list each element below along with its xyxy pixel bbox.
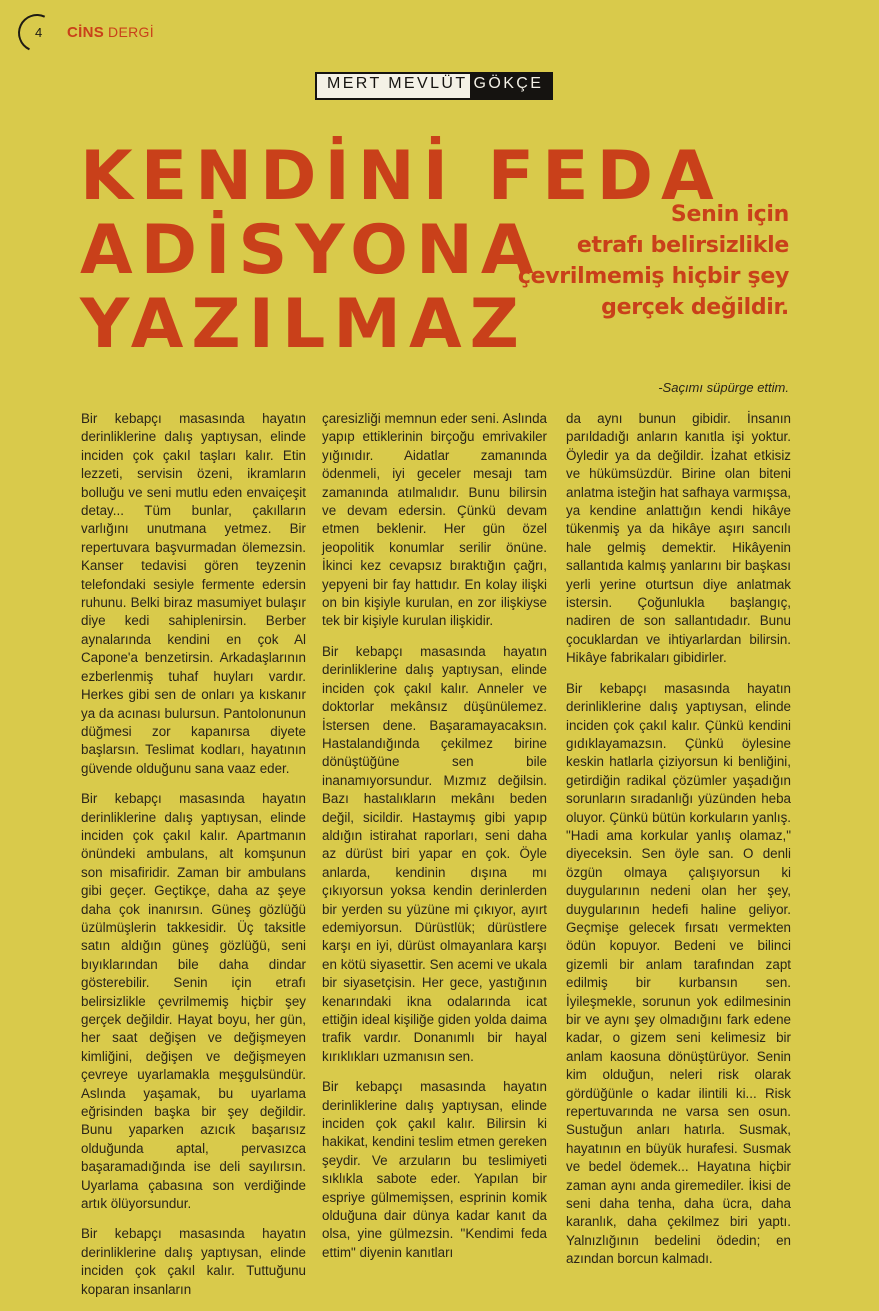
magazine-brand: CİNS bbox=[67, 24, 105, 41]
pull-quote bbox=[489, 199, 789, 323]
magazine-word: DERGİ bbox=[108, 24, 154, 40]
paragraph: Bir kebapçı masasında hayatın derinliklerine dalış yaptıysan, elinde inciden çok çakıl kalır. Çünkü kendini gıdıklayamazsın. Çünkü öylesine keskin hatlarla çiziyorsun ki benliğini, getirdiğin radikal çözümler yaşadığın sorunların sıradanlığı yüzünden heba oluyor. Çünkü bütün korkuların yanlış. "Hadi ama korkular yanlış olamaz," diyeceksin. Sen öyle san. O denli özgün olmaya çalışıyorsun ki duygularının nedeni olan her şey, duygularının hedefi haline geliyor. Geçmişe gelecek fırsatı vermekten ödün kopuyor. Bedeni ve bilinci gizemli bir anlam tarafından zapt edilmiş bir kurbansın sen. İyileşmekle, sorunun yok edilmesinin bir ve aynı şey olmadığını fark edene kadar, o gizem seni kelimesiz bir anlam kaosuna dönüştürüyor. Senin kim olduğun, neleri risk olarak gördüğünle o kadar ilintili ki... Risk repertuvarında ne varsa sen osun. Sustuğun anları hatırla. Susmak, hayatının en büyük hurafesi. Susmak ve bedel ödemek... Hayatına hiçbir zaman aynı anda giremediler. İkisi de seni daha tenha, daha ücra, daha karanlık, daha çekilmez biri yaptı. Yalnızlığının bedelini ödedin; en azından borcun kalmadı. bbox=[566, 680, 791, 1267]
pull-quote-line-4: gerçek değildir. bbox=[601, 295, 789, 320]
body-column-3 bbox=[566, 410, 791, 1281]
paragraph: Bir kebapçı masasında hayatın derinliklerine dalış yaptıysan, elinde inciden çok çakıl taşları kalır. Etin lezzeti, servisin özeni, ikramların bolluğu ve seni mutlu eden envaiçeşit detay... Tüm bunlar, çakılların varlığını unutmana yetmez. Bir repertuvara başvurmadan ölemezsin. Kanser tedavisi gören teyzenin telefondaki sesiyle fermente edersin ruhunu. Belki biraz masumiyet bulaşır diye kedi sahiplenirsin. Berber aynalarında kendini en çok Al Capone'a benzetirsin. Arkadaşlarının ezberlenmiş tuhaf huyları vardır. Herkes gibi sen de onları ya kıskanır ya da acınası bulursun. Pantolonunun düğmesi zor kapanırsa diyete başlarsın. Teslimat kodları, hayatının güvende olduğunu sana vaaz eder. bbox=[81, 411, 306, 776]
paragraph: Bir kebapçı masasında hayatın derinliklerine dalış yaptıysan, elinde inciden çok çakıl kalır. Bilirsin ki hakikat, kendini teslim etmen gereken şeydir. Ve arzuların bu teslimiyeti sıklıkla sabote eder. Yapılan bir espriye gülmemişsen, esprinin komik olduğuna dair dünya kadar kanıt da olsa, yine gülmezsin. "Kendimi feda ettim" diyenin kanıtları bbox=[322, 1079, 547, 1260]
magazine-logo bbox=[67, 24, 154, 41]
body-column-2 bbox=[322, 410, 547, 1274]
author-last-name: GÖKÇE bbox=[470, 74, 552, 98]
paragraph: Bir kebapçı masasında hayatın derinliklerine dalış yaptıysan, elinde inciden çok çakıl kalır. Anneler ve doktorlar mekânsız düşünülemez. İstersen dene. Başaramayacaksın. Hastalandığında çekilmez birine dönüştüğüne sen bile inanamıyorsundur. Mızmız değilsin. Bazı hastalıkların mekânı beden değil, sicildir. Hastaymış gibi yapıp aldığın istirahat raporları, seni daha az dürüst biri yapar en çok. Öyle anlarda, kendinin dışına mı çıkıyorsun yoksa kendin derinlerden bir yerden su yüzüne mi çıkıyor, ayırt edemiyorsun. Dürüstlük; dürüstlere karşı en iyi, dürüst olmayanlara karşı en kötü siyasettir. Sen acemi ve ukala bir siyasetçisin. Her gece, yastığının kenarındaki ikna odalarında icat ettiğin ideal kişiliğe giden yolda daima trafik vardır. Donanımlı bir hayal kırıklıkları uzmanısın sen. bbox=[322, 643, 547, 1064]
page-number: 4 bbox=[35, 25, 43, 40]
page-header bbox=[18, 14, 218, 54]
epigraph: -Saçımı süpürge ettim. bbox=[658, 380, 789, 395]
title-line-1: KENDİNİ FEDA bbox=[80, 137, 722, 216]
body-column-1 bbox=[81, 410, 306, 1311]
author-first-name: MERT MEVLÜT bbox=[317, 74, 470, 98]
author-byline bbox=[315, 72, 553, 100]
paragraph: Bir kebapçı masasında hayatın derinliklerine dalış yaptıysan, elinde inciden çok çakıl kalır. Apartmanın önündeki ambulans, alt komşunun son misafiridir. Zaman bir ambulans gibi geçer. Geçtikçe, daha az şeye daha çok inanırsın. Güneş gözlüğü üzülmüşlerin takkesidir. Üç taksitle satın aldığın güneş gözlüğü, seni bıyıklarından bile daha dindar gösterebilir. Senin için etrafı belirsizlikle çevrilmemiş hiçbir şey gerçek değildir. Hayat boyu, her gün, her saat değişen ve değişmeyen kimliğini, değişen ve değişmeyen çevreye uyarlamakla meşgulsündür. Aslında yaşamak, bu uyarlama eğrisinden başka bir şey değildir. Bunu yaparken azıcık başarısız olduğunda aptal, pervasızca başaramadığında ise deli sayılırsın. Uyarlama çabasına son verdiğinde artık ölüyorsundur. bbox=[81, 791, 306, 1212]
title-line-2: ADİSYONA bbox=[80, 211, 542, 290]
title-line-3: YAZILMAZ bbox=[80, 285, 527, 364]
pull-quote-line-1: Senin için bbox=[670, 202, 789, 227]
pull-quote-line-3: çevrilmemiş hiçbir şey bbox=[517, 264, 789, 289]
paragraph: da aynı bunun gibidir. İnsanın parıldadığı anların kanıtla işi yoktur. Öyledir ya da değildir. İzahat etkisiz ve hükümsüzdür. Birine olan biteni anlatma isteğin hat safhaya varmışsa, ya kendine anlattığın kendi hikâye tükenmiş ya da hikâye aşırı sancılı hale gelmiş demektir. Hikâyenin sallantıda kalmış yanlarını bir başkası yerli yerine oturtsun diye anlatmak istersin. Çoğunlukla başlangıç, nadiren de son sallantıdadır. Bunu çocuklardan ve ihtiyarlardan bilirsin. Hikâye fabrikaları gibidirler. bbox=[566, 411, 791, 666]
paragraph: çaresizliği memnun eder seni. Aslında yapıp ettiklerinin birçoğu emrivakiler yığınıdır. Aidatlar zamanında ödenmeli, iyi geceler mesajı tam zamanında atılmalıdır. Bunu bilirsin ve devam edersin. Çünkü devam etmen beklenir. Her gün özel jeopolitik konumlar serilir önüne. İkinci kez cevapsız bıraktığın çağrı, yepyeni bir fay hattıdır. En kolay ilişki on bin kişiyle kurulan, en zor ilişkiyse tek bir kişiyle kurulan ilişkidir. bbox=[322, 411, 547, 629]
paragraph: Bir kebapçı masasında hayatın derinliklerine dalış yaptıysan, elinde inciden çok çakıl kalır. Tuttuğunu koparan insanların bbox=[81, 1226, 306, 1297]
pull-quote-line-2: etrafı belirsizlikle bbox=[576, 233, 789, 258]
